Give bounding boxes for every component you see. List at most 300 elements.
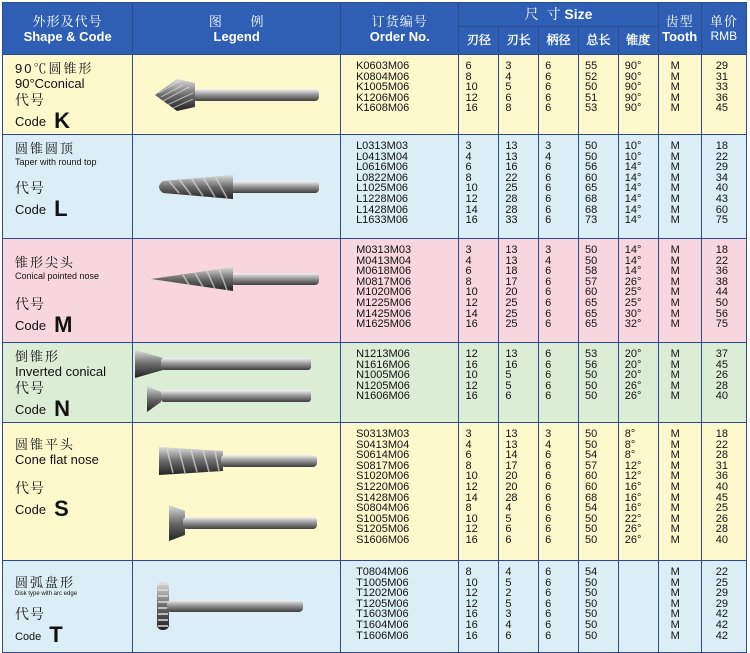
cell-value: 6	[545, 491, 552, 504]
shape-name-en: Taper with round top	[15, 157, 97, 167]
cell-value: 6	[545, 192, 552, 205]
cell-value: 50	[584, 608, 598, 621]
table-row	[3, 561, 747, 653]
cell-value: M	[670, 140, 680, 152]
cell-value: 68	[584, 192, 598, 205]
taper-column	[618, 561, 658, 653]
cell-value: M	[670, 254, 680, 267]
code-label-en: Code	[15, 202, 47, 217]
cell-value: 6	[545, 502, 552, 515]
cell-value: 65	[584, 307, 598, 320]
cell-value: 12°	[624, 470, 642, 483]
cell-value: 34	[715, 171, 728, 184]
cell-value: 13	[505, 254, 518, 267]
cell-value: M	[670, 502, 680, 515]
cell-value: 3	[465, 428, 472, 440]
tooth-column	[658, 423, 701, 561]
cell-value: 50	[584, 244, 598, 256]
legend-header-en: Legend	[213, 28, 260, 44]
cell-value: M	[670, 533, 680, 546]
cell-value: 29	[715, 587, 728, 600]
order-number: M0817M06	[356, 275, 412, 288]
cell-value: M	[670, 286, 680, 299]
cell-value: 90°	[624, 81, 642, 94]
cell-value: 40	[715, 480, 728, 493]
cell-value: 6	[505, 91, 512, 104]
cell-value: 8°	[624, 449, 636, 462]
tooth-column	[658, 55, 701, 135]
cell-value: 6	[465, 60, 472, 72]
order-number: T1005M06	[356, 576, 409, 589]
cell-value: 18	[505, 265, 518, 278]
size-header	[459, 3, 658, 27]
shape-cell	[3, 561, 133, 653]
cell-value: 3	[505, 608, 512, 621]
cell-value: 6	[545, 81, 552, 94]
cell-value: 6	[545, 379, 552, 392]
cell-value: 16	[505, 161, 518, 174]
order-number: S0413M04	[356, 438, 410, 451]
cell-value: M	[670, 358, 680, 371]
taper-column	[618, 343, 658, 423]
cell-value: 6	[545, 587, 552, 600]
cell-value: 60	[584, 171, 598, 184]
price-column	[701, 55, 746, 135]
cell-value: 6	[545, 307, 552, 320]
order-number: S0313M03	[356, 428, 410, 440]
blade-diameter-header: 刃径	[459, 27, 499, 55]
shape-cell	[3, 135, 133, 239]
total-length-column	[578, 423, 618, 561]
cell-value	[625, 620, 658, 631]
cell-value: 4	[465, 254, 472, 267]
cell-value: 8	[465, 171, 472, 184]
cell-value: 26°	[624, 390, 642, 403]
cell-value: 6	[545, 60, 552, 72]
price-header-cn: 单价	[709, 13, 738, 29]
order-number: L0822M06	[356, 171, 409, 184]
cell-value: 12	[465, 523, 478, 536]
cell-value: 10	[465, 512, 478, 525]
cell-value: 22	[715, 438, 728, 451]
cell-value: M	[670, 60, 680, 72]
cell-value: 44	[715, 286, 728, 299]
cell-value: 10	[465, 286, 478, 299]
cell-value: M	[670, 587, 680, 600]
cell-value: 10	[465, 576, 478, 589]
cell-value: 50	[584, 618, 598, 631]
cell-value: 6	[545, 618, 552, 631]
cell-value: 14°	[624, 171, 642, 184]
cell-value: 50	[584, 587, 598, 600]
cell-value: 20°	[624, 358, 642, 371]
total-length-header: 总长	[578, 27, 618, 55]
cell-value: 6	[505, 629, 512, 642]
cell-value: 68	[584, 203, 598, 216]
cell-value: 33	[505, 214, 518, 227]
taper-header: 锥度	[618, 27, 658, 55]
order-no-header-cn: 订货编号	[371, 13, 428, 29]
cell-value	[625, 609, 658, 620]
cell-value: 53	[584, 102, 598, 115]
cell-value: 14	[505, 449, 518, 462]
shank-diameter-column	[539, 561, 579, 653]
cell-value: 6	[505, 390, 512, 403]
cell-value: 6	[545, 358, 552, 371]
taper-column	[618, 239, 658, 343]
cell-value: M	[670, 491, 680, 504]
cell-value: 40	[715, 533, 728, 546]
cell-value: 26	[715, 512, 728, 525]
cell-value: 16	[465, 533, 478, 546]
cell-value: 14°	[624, 182, 642, 195]
shape-code-header	[3, 3, 133, 55]
cell-value: 50	[584, 81, 598, 94]
total-length-column	[578, 561, 618, 653]
taper-column	[618, 55, 658, 135]
cell-value: 45	[715, 358, 728, 371]
cell-value: 6	[545, 203, 552, 216]
order-number: S0804M06	[356, 502, 410, 515]
cell-value: 58	[584, 265, 598, 278]
cell-value: M	[670, 348, 680, 360]
cell-value: 14°	[624, 265, 642, 278]
cell-value: 36	[715, 470, 728, 483]
cell-value: 52	[584, 70, 598, 83]
order-number: S1205M06	[356, 523, 410, 536]
cell-value: 6	[545, 566, 552, 578]
cell-value: 20	[505, 470, 518, 483]
order-number: M0618M06	[356, 265, 412, 278]
cell-value: 10°	[624, 150, 642, 163]
cell-value: M	[670, 390, 680, 403]
order-no-column	[341, 423, 459, 561]
cell-value: 50	[584, 140, 598, 152]
cell-value: M	[670, 203, 680, 216]
cell-value: 4	[545, 254, 552, 267]
cell-value: 65	[584, 182, 598, 195]
cell-value: M	[670, 244, 680, 256]
cell-value: M	[670, 318, 680, 331]
tooth-header	[658, 3, 701, 55]
cell-value: 6	[545, 182, 552, 195]
cell-value: 6	[545, 629, 552, 642]
code-label-cn: 代号	[15, 296, 45, 312]
order-number: L1025M06	[356, 182, 409, 195]
cell-value: 3	[505, 60, 512, 72]
cell-value: M	[670, 369, 680, 382]
shape-code-header-cn: 外形及代号	[32, 13, 103, 29]
cell-value: 13	[505, 438, 518, 451]
conical-90-burr-icon	[133, 57, 326, 133]
cell-value: 6	[545, 608, 552, 621]
cell-value: M	[670, 597, 680, 610]
blade-length-column	[499, 343, 539, 423]
legend-cell	[133, 239, 341, 343]
order-number: S0614M06	[356, 449, 410, 462]
cell-value: 16	[465, 608, 478, 621]
shank-diameter-column	[539, 343, 579, 423]
cell-value: 10	[465, 369, 478, 382]
cell-value	[625, 631, 658, 642]
legend-cell	[133, 135, 341, 239]
size-header-en: Size	[564, 6, 593, 22]
shape-cell	[3, 423, 133, 561]
cell-value: 8	[465, 566, 472, 578]
order-number: K0804M06	[356, 70, 410, 83]
cell-value: 2	[505, 587, 512, 600]
blade-length-column	[499, 423, 539, 561]
cell-value: 54	[584, 566, 598, 578]
cell-value: 40	[715, 182, 728, 195]
order-number: T1205M06	[356, 597, 409, 610]
cell-value: M	[670, 70, 680, 83]
order-number: L1228M06	[356, 192, 409, 205]
cell-value: 6	[545, 576, 552, 589]
cell-value: 13	[505, 428, 518, 440]
cell-value: 14	[465, 491, 478, 504]
order-no-column	[341, 343, 459, 423]
cell-value: 31	[715, 70, 728, 83]
cell-value: 4	[505, 618, 512, 631]
blade-diameter-column	[459, 343, 499, 423]
taper-column	[618, 135, 658, 239]
order-number: T1603M06	[356, 608, 409, 621]
cell-value: 20	[505, 480, 518, 493]
shape-cell	[3, 239, 133, 343]
cell-value: 5	[505, 576, 512, 589]
cell-value: 3	[465, 244, 472, 256]
code-label-cn: 代号	[15, 606, 45, 622]
cell-value: M	[670, 512, 680, 525]
price-header	[701, 3, 746, 55]
cell-value: 43	[715, 192, 728, 205]
cell-value: 33	[715, 81, 728, 94]
shank-diameter-column	[539, 423, 579, 561]
shank-diameter-header: 柄径	[539, 27, 579, 55]
cell-value: M	[670, 459, 680, 472]
cell-value	[625, 567, 658, 578]
cell-value: 6	[545, 512, 552, 525]
code-label-en: Code	[15, 318, 47, 333]
cell-value: 25	[505, 182, 518, 195]
cell-value: 20°	[624, 369, 642, 382]
cell-value: 60	[715, 203, 728, 216]
cell-value: 22	[715, 566, 728, 578]
cell-value: 29	[715, 60, 728, 72]
cell-value: 42	[715, 629, 728, 642]
cell-value: 6	[465, 161, 472, 174]
cell-value: M	[670, 171, 680, 184]
cell-value: 6	[545, 265, 552, 278]
cell-value: 16°	[624, 480, 642, 493]
total-length-column	[578, 55, 618, 135]
cell-value: 4	[465, 438, 472, 451]
shape-name-cn: 圆弧盘形	[15, 575, 76, 590]
cell-value: 42	[715, 608, 728, 621]
cell-value: 29	[715, 161, 728, 174]
order-number: M0413M04	[356, 254, 412, 267]
cell-value: 6	[545, 70, 552, 83]
order-number: S1220M06	[356, 480, 410, 493]
cell-value: M	[670, 629, 680, 642]
cell-value: M	[670, 618, 680, 631]
order-number: S1020M06	[356, 470, 410, 483]
cell-value: 6	[545, 91, 552, 104]
blade-length-column	[499, 561, 539, 653]
cone-flat-nose-burr-icon	[133, 425, 326, 559]
cell-value: 13	[505, 150, 518, 163]
table-row	[3, 135, 747, 239]
shape-name-cn: 圆锥圆顶	[15, 141, 76, 156]
shank-diameter-column	[539, 55, 579, 135]
cell-value: 60	[584, 286, 598, 299]
cell-value: 45	[715, 102, 728, 115]
cell-value: 38	[715, 275, 728, 288]
shape-name-cn: 圆锥平头	[15, 437, 76, 452]
order-no-header	[341, 3, 459, 55]
cell-value: 29	[715, 597, 728, 610]
blade-length-column	[499, 239, 539, 343]
cell-value: 6	[545, 369, 552, 382]
cell-value: 14	[465, 203, 478, 216]
cell-value: 18	[715, 428, 728, 440]
tooth-header-cn: 齿型	[665, 13, 694, 29]
order-number: L0313M03	[356, 140, 409, 152]
cell-value: 3	[545, 428, 552, 440]
cell-value: 12°	[624, 459, 642, 472]
total-length-column	[578, 135, 618, 239]
tooth-header-en: Tooth	[662, 28, 698, 44]
shape-code-letter: L	[54, 196, 68, 221]
size-header-cn: 尺 寸	[524, 6, 561, 22]
cell-value: 8°	[624, 438, 636, 451]
cell-value: 6	[545, 286, 552, 299]
cell-value: 28	[505, 203, 518, 216]
cell-value: 73	[584, 214, 598, 227]
cell-value: 30°	[624, 307, 642, 320]
order-no-column	[341, 135, 459, 239]
cell-value: 22	[715, 254, 728, 267]
cell-value: 31	[715, 459, 728, 472]
cell-value: M	[670, 576, 680, 589]
cell-value: 16	[465, 214, 478, 227]
cell-value: 12	[465, 480, 478, 493]
cell-value: 13	[505, 140, 518, 152]
tooth-column	[658, 135, 701, 239]
tooth-column	[658, 239, 701, 343]
cell-value	[625, 599, 658, 610]
cell-value: 57	[584, 459, 598, 472]
cell-value: 60	[584, 470, 598, 483]
burr-catalog-table	[2, 2, 747, 653]
cell-value: 54	[584, 502, 598, 515]
table-row	[3, 343, 747, 423]
cell-value: 6	[465, 449, 472, 462]
order-number: K1005M06	[356, 81, 410, 94]
cell-value: 6	[505, 533, 512, 546]
cell-value: 6	[545, 348, 552, 360]
shape-name-en: Conical pointed nose	[15, 271, 100, 281]
cell-value: 68	[584, 491, 598, 504]
order-number: N1616M06	[356, 358, 410, 371]
cell-value: 50	[584, 390, 598, 403]
code-label-cn: 代号	[15, 380, 45, 396]
cell-value: M	[670, 182, 680, 195]
cell-value: 36	[715, 265, 728, 278]
cell-value: 16°	[624, 502, 642, 515]
order-number: N1606M06	[356, 390, 410, 403]
cell-value: 5	[505, 369, 512, 382]
cell-value: M	[670, 265, 680, 278]
table-row	[3, 55, 747, 135]
order-number: L0413M04	[356, 150, 409, 163]
inverted-cone-burr-icon	[133, 348, 326, 418]
cell-value: 16	[465, 390, 478, 403]
cell-value: 6	[545, 470, 552, 483]
cell-value: 25°	[624, 286, 642, 299]
blade-diameter-column	[459, 423, 499, 561]
cell-value: 56	[584, 358, 598, 371]
cell-value: 8	[505, 102, 512, 115]
order-number: M1225M06	[356, 296, 412, 309]
cell-value: 12	[465, 348, 478, 360]
cell-value: 22	[715, 150, 728, 163]
cell-value: 50	[584, 254, 598, 267]
cell-value: 75	[715, 318, 728, 331]
cell-value: 16	[465, 318, 478, 331]
cell-value: 56	[584, 161, 598, 174]
cell-value: 12	[465, 296, 478, 309]
arc-disk-burr-icon	[133, 562, 326, 652]
cell-value: 6	[545, 480, 552, 493]
cell-value: 25	[505, 307, 518, 320]
cell-value: 50	[584, 438, 598, 451]
cell-value: 6	[545, 523, 552, 536]
blade-length-header: 刃长	[499, 27, 539, 55]
blade-diameter-column	[459, 561, 499, 653]
order-number: L1633M06	[356, 214, 409, 227]
cell-value: 90°	[624, 91, 642, 104]
cell-value: 17	[505, 275, 518, 288]
cell-value: 4	[545, 438, 552, 451]
cell-value	[625, 588, 658, 599]
cell-value: M	[670, 81, 680, 94]
cell-value: 53	[584, 348, 598, 360]
code-label-en: Code	[15, 114, 47, 129]
cell-value: 26°	[624, 379, 642, 392]
cell-value: 6	[505, 523, 512, 536]
cell-value: 8	[465, 459, 472, 472]
cell-value: 90°	[624, 60, 642, 72]
cell-value: 25°	[624, 296, 642, 309]
code-label-en: Code	[15, 502, 47, 517]
cell-value: 18	[715, 140, 728, 152]
cell-value: 90°	[624, 102, 642, 115]
cell-value: 18	[715, 244, 728, 256]
order-number: N1205M06	[356, 379, 410, 392]
order-number: K0603M06	[356, 60, 410, 72]
cell-value: M	[670, 102, 680, 115]
cell-value: 56	[715, 307, 728, 320]
cell-value: 37	[715, 348, 728, 360]
cell-value: 17	[505, 459, 518, 472]
cell-value: 16°	[624, 491, 642, 504]
table-row	[3, 423, 747, 561]
cell-value: 3	[545, 244, 552, 256]
cell-value: M	[670, 480, 680, 493]
legend-cell	[133, 343, 341, 423]
